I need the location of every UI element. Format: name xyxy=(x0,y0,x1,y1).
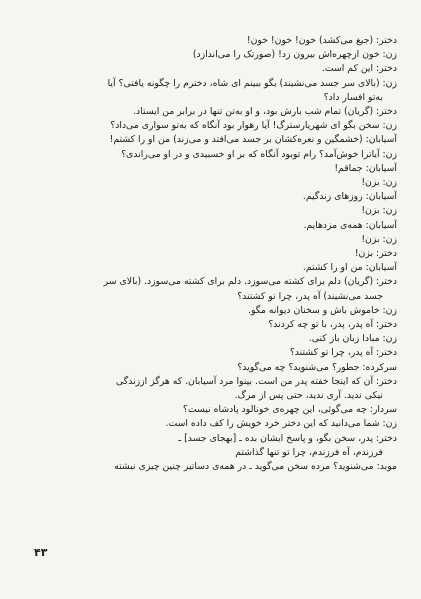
text-line: دختر: آه پدر، پدر، با تو چه کردند؟ xyxy=(268,319,397,331)
text-line: به‌تو افسار داد؟ xyxy=(323,91,383,103)
text-line: سردار: چه می‌گوئی، این چهره‌ی خونالود پادشاه نیست؟ xyxy=(182,404,397,416)
text-line: دختر: (گریان) تمام شب بارش بود، و او به‌تن تنها در برابر من ایستاد. xyxy=(133,106,397,118)
text-line: زن: خون ازچهره‌اش بیرون زد! (صورتک را می‌اندازد) xyxy=(192,49,397,61)
text-line: آسیابان: روزهای زندگیم. xyxy=(302,191,397,203)
text-line: زن: (بالای سر جسد می‌نشیند) بگو ببینم ای شاه، دخترم را چگونه یافتی؟ آیا xyxy=(107,77,397,89)
text-line: آسیابان: من او را کشتم. xyxy=(302,262,397,274)
text-line: زن: بزن! xyxy=(361,177,397,189)
text-line: زن: بزن! xyxy=(361,233,397,245)
text-line: سرکرده: جطور؟ می‌شنوید؟ چه می‌گوید؟ xyxy=(237,361,397,373)
text-line: زن: شما می‌دانید که این دختر خرد خویش را کف داده است. xyxy=(165,418,397,430)
text-line: دختر: این کم است. xyxy=(321,63,397,75)
text-line: نیکی ندید. آری ندید، حتی پس از مرگ. xyxy=(234,390,383,402)
text-line: موبد: می‌شنوید؟ مرده سخن می‌گوید ـ در همه‌ی دساتیر چنین چیزی نبشته xyxy=(114,461,397,473)
text-line: زن: بزن! xyxy=(361,205,397,217)
text-line: دختر: (جیغ می‌کشد) خون! خون! خون! xyxy=(246,35,397,46)
text-line: جسد می‌نشیند) آه پدر، چرا تو کشتند؟ xyxy=(237,290,383,302)
text-line: آسیابان: (خشمگین و نعره‌کشان بر جسد می‌افتد و می‌زند) من او را کشتم! xyxy=(109,134,397,146)
text-line: آسیابان: همه‌ی مزدهایم. xyxy=(303,219,397,231)
text-line: زن: سخن بگو ای شهریارسترگ! آیا رهوار بود آنگاه که به‌تو سواری می‌داد؟ xyxy=(110,120,397,132)
text-line: دختر: آن که اینجا خفته پدر من است. بپنوا مرد آسیابان. که هرگز اززندگی xyxy=(116,375,397,387)
text-line: زن: آیاترا خوش‌آمد؟ رام توبود آنگاه که بر او خسبیدی و در او می‌راندی؟ xyxy=(121,148,397,160)
text-line: زن: خاموش باش و سخنان دیوانه مگو. xyxy=(248,304,397,316)
text-line: دختر: پدر، سخن بگو، و پاسخ ایشان بده ـ [بهجای جسد] ـ xyxy=(178,432,397,444)
text-line: دختر: (گریان) دلم برای کشته می‌سوزد. دلم برای کشته می‌سوزد. (بالای سر xyxy=(103,276,397,288)
text-line: دختر: بزن! xyxy=(354,248,397,260)
text-line: دختر: آه پدر، چرا تو کشتند؟ xyxy=(289,347,397,359)
text-line: آسیابان: جماقم! xyxy=(334,162,397,174)
page-number: ۴۳ xyxy=(34,546,48,559)
text-line: زن: مبادا زبان باز کنی. xyxy=(308,333,397,345)
dialogue-text-block xyxy=(42,34,397,474)
text-line: فرزندم، آه فرزندم، چرا تو تنها گذاشتم xyxy=(235,446,383,458)
